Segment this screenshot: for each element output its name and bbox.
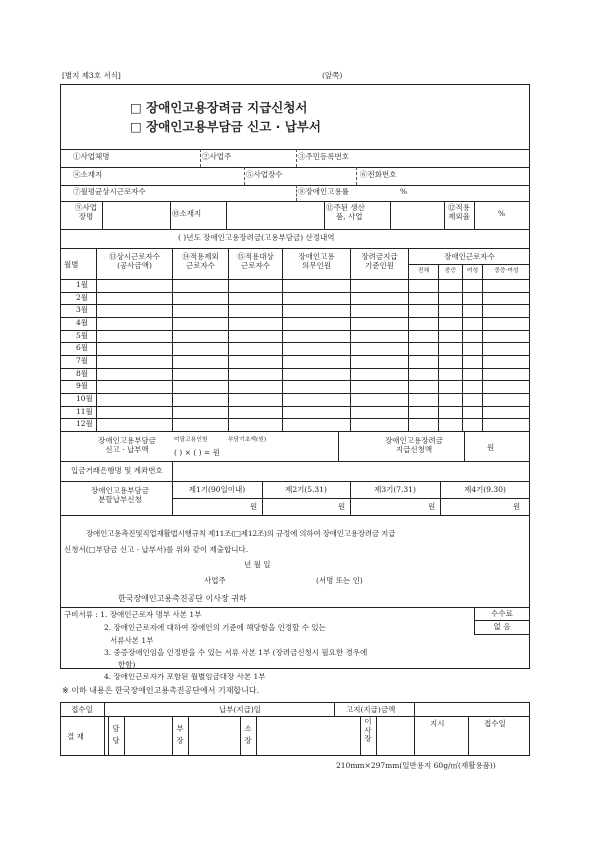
calc-table-title: ( )년도 장애인고용장려금(고용부담금) 산정내역: [178, 233, 335, 242]
fee-label: 수수료: [491, 609, 513, 618]
fee-value: 없 음: [493, 622, 511, 631]
col-regular-workers: ⑬상시근로자수 (공사금액): [109, 252, 160, 270]
attachment-line-5: 한함): [118, 660, 136, 669]
subsidy-request-label: 장애인고용장려금 지급신청액: [385, 436, 443, 454]
paper-spec: 210mm×297mm(일반용지 60g/㎡(재활용품)): [336, 761, 496, 770]
office-table: [60, 702, 530, 756]
month-row-divider: [60, 368, 530, 369]
month-row-divider: [60, 342, 530, 343]
levy-shortfall-header: 미달고용인원: [174, 437, 208, 443]
month-label: 3월: [76, 305, 89, 315]
payment-date-label: 납부(지급)일: [218, 705, 262, 714]
attachment-line-1: 구비서류 : 1. 장애인근로자 명부 사본 1부: [64, 610, 202, 619]
page-side: (앞쪽): [322, 71, 343, 80]
subsidy-request-unit: 원: [487, 443, 495, 452]
phone-label: ⑥전화번호: [360, 170, 397, 179]
installment-period-3: 제3기(7.31): [374, 485, 416, 494]
col-disabled-severe: 중증: [444, 268, 457, 274]
approval-staff: 담 당: [112, 724, 120, 745]
approval-manager: 부 장: [176, 724, 184, 745]
month-row-divider: [60, 292, 530, 293]
month-row-divider: [60, 393, 530, 394]
main-product-label: ⑪주된 생산 품, 사업: [326, 203, 365, 221]
instruction-label: 지시: [430, 719, 445, 728]
approval-executive: 이 사 장: [364, 717, 372, 744]
col-target-workers: ⑮적용대상 근로자수: [237, 252, 274, 270]
submission-date: 년 월 일: [244, 560, 271, 569]
month-label: 1월: [76, 280, 89, 289]
attachment-line-4: 3. 중증장애인임을 인정받을 수 있는 서류 사본 1부 (장려금신청시 필요한 경우에: [104, 648, 368, 657]
month-row-divider: [60, 406, 530, 407]
form-frame: [60, 84, 530, 669]
month-row-divider: [60, 418, 530, 419]
approval-director: 소 장: [244, 724, 252, 745]
workplace-address-label: ⑩소재지: [172, 209, 202, 218]
statement-line-2: 신청서(□부담금 신고 · 납부서)를 위와 같이 제출합니다.: [64, 545, 249, 554]
business-name-label: ①사업체명: [73, 152, 110, 161]
month-row-divider: [60, 355, 530, 356]
col-subsidy-base: 장려금지급 기준인원: [361, 252, 398, 270]
col-disabled-severe-female: 중증·여성: [494, 268, 519, 274]
installment-period-4: 제4기(9.30): [464, 485, 506, 494]
month-label: 11월: [76, 406, 93, 416]
approval-label: 결 재: [67, 732, 84, 741]
installment-unit-2: 원: [338, 502, 346, 511]
exclusion-rate-label: ⑫적용 제외율: [448, 203, 470, 221]
col-disabled-female: 여성: [466, 268, 479, 274]
levy-base-header: 부담기초액(원): [228, 437, 267, 443]
bank-account-label: 입금거래은행명 및 계좌번호: [71, 466, 163, 475]
col-excluded-workers: ⑭적용제외 근로자수: [182, 252, 219, 270]
avg-workers-label: ⑦월평균상시근로자수: [73, 187, 146, 196]
col-disabled-workers: 장애인근로자수: [444, 252, 495, 261]
month-label: 10월: [76, 394, 93, 404]
installment-label: 장애인고용부담금 분할납부신청: [91, 486, 149, 504]
office-receipt-date-label: 접수일: [484, 719, 506, 728]
workplace-name-label: ⑨사업 장명: [75, 203, 97, 221]
col-disabled-total: 전체: [417, 268, 430, 274]
notice-amount-label: 고지(지급)금액: [346, 705, 396, 714]
form-number: [별지 제3호 서식]: [62, 71, 121, 80]
title-subsidy: □ 장애인고용장려금 지급신청서: [130, 100, 308, 115]
month-row-divider: [60, 380, 530, 381]
levy-formula: ( ) × ( ) = 원: [174, 448, 220, 457]
workplace-count-label: ⑤사업장수: [246, 170, 283, 179]
office-use-note: ※ 이하 내용은 한국장애인고용촉진공단에서 기재합니다.: [62, 686, 260, 695]
month-label: 2월: [76, 292, 89, 302]
installment-unit-3: 원: [428, 502, 436, 511]
address-label: ④소재지: [73, 170, 103, 179]
signer-label: 사업주: [204, 576, 226, 585]
month-label: 5월: [76, 330, 89, 340]
exclusion-rate-unit: %: [498, 209, 506, 218]
employment-rate-unit: %: [400, 187, 408, 196]
installment-period-2: 제2기(5.31): [285, 485, 327, 494]
col-mandatory-quota: 장애인고용 의무인원: [298, 252, 335, 270]
employer-label: ②사업주: [202, 152, 232, 161]
month-header: 월별: [64, 260, 79, 269]
signature-note: (서명 또는 인): [316, 576, 363, 585]
installment-unit-4: 원: [513, 502, 521, 511]
title-levy: □ 장애인고용부담금 신고 · 납부서: [130, 119, 321, 134]
installment-period-1: 제1기(90일이내): [188, 485, 246, 494]
statement-line-1: 장애인고용촉진및직업재활법시행규칙 제11조(□제12조)의 규정에 의하여 장애인고용장려금 지급: [86, 529, 396, 538]
month-label: 4월: [76, 318, 89, 327]
resident-number-label: ③주민등록번호: [298, 152, 349, 161]
month-label: 12월: [76, 419, 93, 429]
month-label: 7월: [76, 356, 89, 366]
month-row-divider: [60, 304, 530, 305]
levy-amount-label: 장애인고용부담금 신고 · 납부액: [98, 436, 156, 454]
receipt-date-label: 접수일: [71, 705, 93, 714]
installment-unit-1: 원: [250, 502, 258, 511]
month-label: 6월: [76, 343, 89, 353]
addressee: 한국장애인고용촉진공단 이사장 귀하: [118, 594, 247, 603]
month-label: 9월: [76, 381, 89, 391]
month-label: 8월: [76, 368, 89, 378]
month-row-divider: [60, 317, 530, 318]
employment-rate-label: ⑧장애인고용률: [298, 187, 349, 196]
attachment-line-2: 2. 장애인근로자에 대하여 장애인의 기준에 해당함을 인정할 수 있는: [104, 623, 326, 632]
attachment-line-3: 서류사본 1부: [110, 636, 154, 645]
attachment-line-6: 4. 장애인근로자가 포함된 월별임금대장 사본 1부: [104, 673, 266, 680]
month-row-divider: [60, 330, 530, 331]
